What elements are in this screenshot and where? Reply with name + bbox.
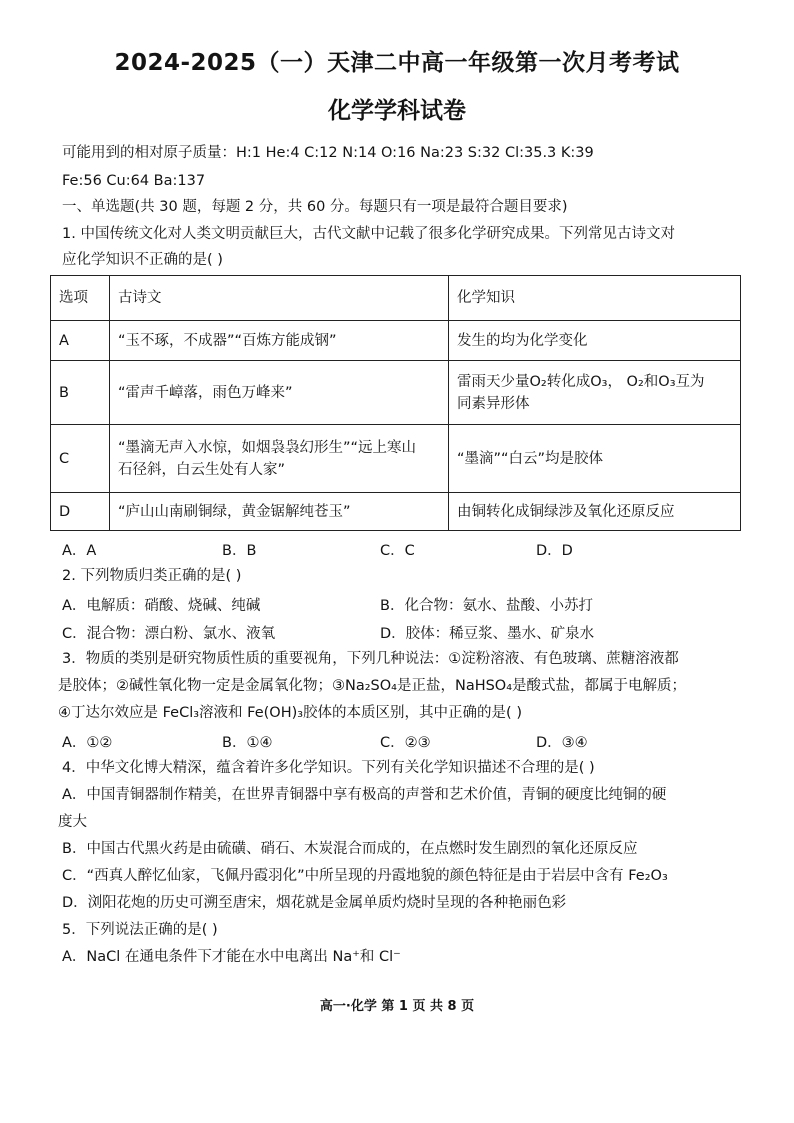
q4-option-d: D．浏阳花炮的历史可溯至唐宋，烟花就是金属单质灼烧时呈现的各种艳丽色彩 bbox=[62, 895, 567, 911]
q2-option-b: B．化合物：氨水、盐酸、小苏打 bbox=[380, 598, 593, 614]
q4-option-b: B．中国古代黑火药是由硫磺、硝石、木炭混合而成的，在点燃时发生剧烈的氧化还原反应 bbox=[62, 841, 638, 857]
table-cell-option: A bbox=[51, 321, 110, 361]
q2-option-d: D．胶体：稀豆浆、墨水、矿泉水 bbox=[380, 626, 595, 642]
q3-option-a: A．①② bbox=[62, 735, 113, 751]
q3-line-3: ④丁达尔效应是 FeCl₃溶液和 Fe(OH)₃胶体的本质区别，其中正确的是( ) bbox=[58, 705, 522, 721]
table-row bbox=[51, 361, 741, 425]
table-header-cell: 古诗文 bbox=[110, 276, 449, 321]
table-row bbox=[51, 425, 741, 493]
table-cell-poem: “雷声千嶂落，雨色万峰来” bbox=[110, 361, 449, 425]
poem-line-2: 石径斜，白云生处有人家” bbox=[118, 461, 286, 478]
table-row bbox=[51, 493, 741, 531]
table-cell-poem: “玉不琢，不成器”“百炼方能成钢” bbox=[110, 321, 449, 361]
poem-line-1: “墨滴无声入水惊，如烟袅袅幻形生”“远上寒山 bbox=[118, 439, 417, 456]
q2-option-a: A．电解质：硝酸、烧碱、纯碱 bbox=[62, 598, 261, 614]
q1-stem-line-1: 1. 中国传统文化对人类文明贡献巨大，古代文献中记载了很多化学研究成果。下列常见古诗文对 bbox=[62, 226, 675, 242]
table-cell-poem bbox=[110, 425, 449, 493]
table-cell-poem: “庐山山南刷铜绿，黄金锯解纯苍玉” bbox=[110, 493, 449, 531]
q3-line-2: 是胶体；②碱性氧化物一定是金属氧化物；③Na₂SO₄是正盐，NaHSO₄是酸式盐，都属于电解质； bbox=[58, 678, 687, 694]
q4-option-a-line-2: 度大 bbox=[58, 814, 87, 830]
table-cell-option: C bbox=[51, 425, 110, 493]
q1-option-a: A．A bbox=[62, 543, 97, 559]
page-footer: 高一·化学 第 1 页 共 8 页 bbox=[319, 999, 475, 1014]
q5-stem: 5．下列说法正确的是( ) bbox=[62, 922, 218, 938]
q1-table bbox=[50, 275, 741, 531]
table-row bbox=[51, 321, 741, 361]
table-cell-knowledge bbox=[449, 361, 741, 425]
exam-title: 2024-2025（一）天津二中高一年级第一次月考考试 bbox=[114, 50, 680, 76]
table-cell-knowledge: 发生的均为化学变化 bbox=[449, 321, 741, 361]
table-header-cell: 化学知识 bbox=[449, 276, 741, 321]
q1-option-c: C．C bbox=[380, 543, 415, 559]
q2-option-c: C．混合物：漂白粉、氯水、液氧 bbox=[62, 626, 276, 642]
q3-line-1: 3．物质的类别是研究物质性质的重要视角，下列几种说法：①淀粉溶液、有色玻璃、蔗糖溶液都 bbox=[62, 651, 679, 667]
q4-stem: 4．中华文化博大精深，蕴含着许多化学知识。下列有关化学知识描述不合理的是( ) bbox=[62, 760, 595, 776]
q4-option-c: C．“西真人醉忆仙家，飞佩丹霞羽化”中所呈现的丹霞地貌的颜色特征是由于岩层中含有 Fe₂O₃ bbox=[62, 868, 668, 884]
q1-option-b: B．B bbox=[222, 543, 257, 559]
atomic-masses-line-2: Fe:56 Cu:64 Ba:137 bbox=[62, 173, 206, 189]
knowledge-line-2: 同素异形体 bbox=[457, 395, 530, 412]
q1-stem-line-2: 应化学知识不正确的是( ) bbox=[62, 252, 223, 268]
table-cell-knowledge: “墨滴”“白云”均是胶体 bbox=[449, 425, 741, 493]
q4-option-a-line-1: A．中国青铜器制作精美，在世界青铜器中享有极高的声誉和艺术价值，青铜的硬度比纯铜的硬 bbox=[62, 787, 667, 803]
table-header-row bbox=[51, 276, 741, 321]
atomic-masses-line-1: 可能用到的相对原子质量：H:1 He:4 C:12 N:14 O:16 Na:23 S:32 Cl:35.3 K:39 bbox=[62, 145, 594, 161]
table-cell-knowledge: 由铜转化成铜绿涉及氧化还原反应 bbox=[449, 493, 741, 531]
q5-option-a: A．NaCl 在通电条件下才能在水中电离出 Na⁺和 Cl⁻ bbox=[62, 949, 401, 965]
knowledge-line-1: 雷雨天少量O₂转化成O₃， O₂和O₃互为 bbox=[457, 373, 705, 390]
table-cell-option: D bbox=[51, 493, 110, 531]
q3-option-d: D．③④ bbox=[536, 735, 588, 751]
table-cell-option: B bbox=[51, 361, 110, 425]
section-heading: 一、单选题(共 30 题，每题 2 分，共 60 分。每题只有一项是最符合题目要求) bbox=[62, 199, 568, 215]
table-header-cell: 选项 bbox=[51, 276, 110, 321]
q1-option-d: D．D bbox=[536, 543, 573, 559]
q3-option-b: B．①④ bbox=[222, 735, 273, 751]
q3-option-c: C．②③ bbox=[380, 735, 431, 751]
exam-subtitle: 化学学科试卷 bbox=[328, 98, 466, 124]
q2-stem: 2. 下列物质归类正确的是( ) bbox=[62, 568, 242, 584]
